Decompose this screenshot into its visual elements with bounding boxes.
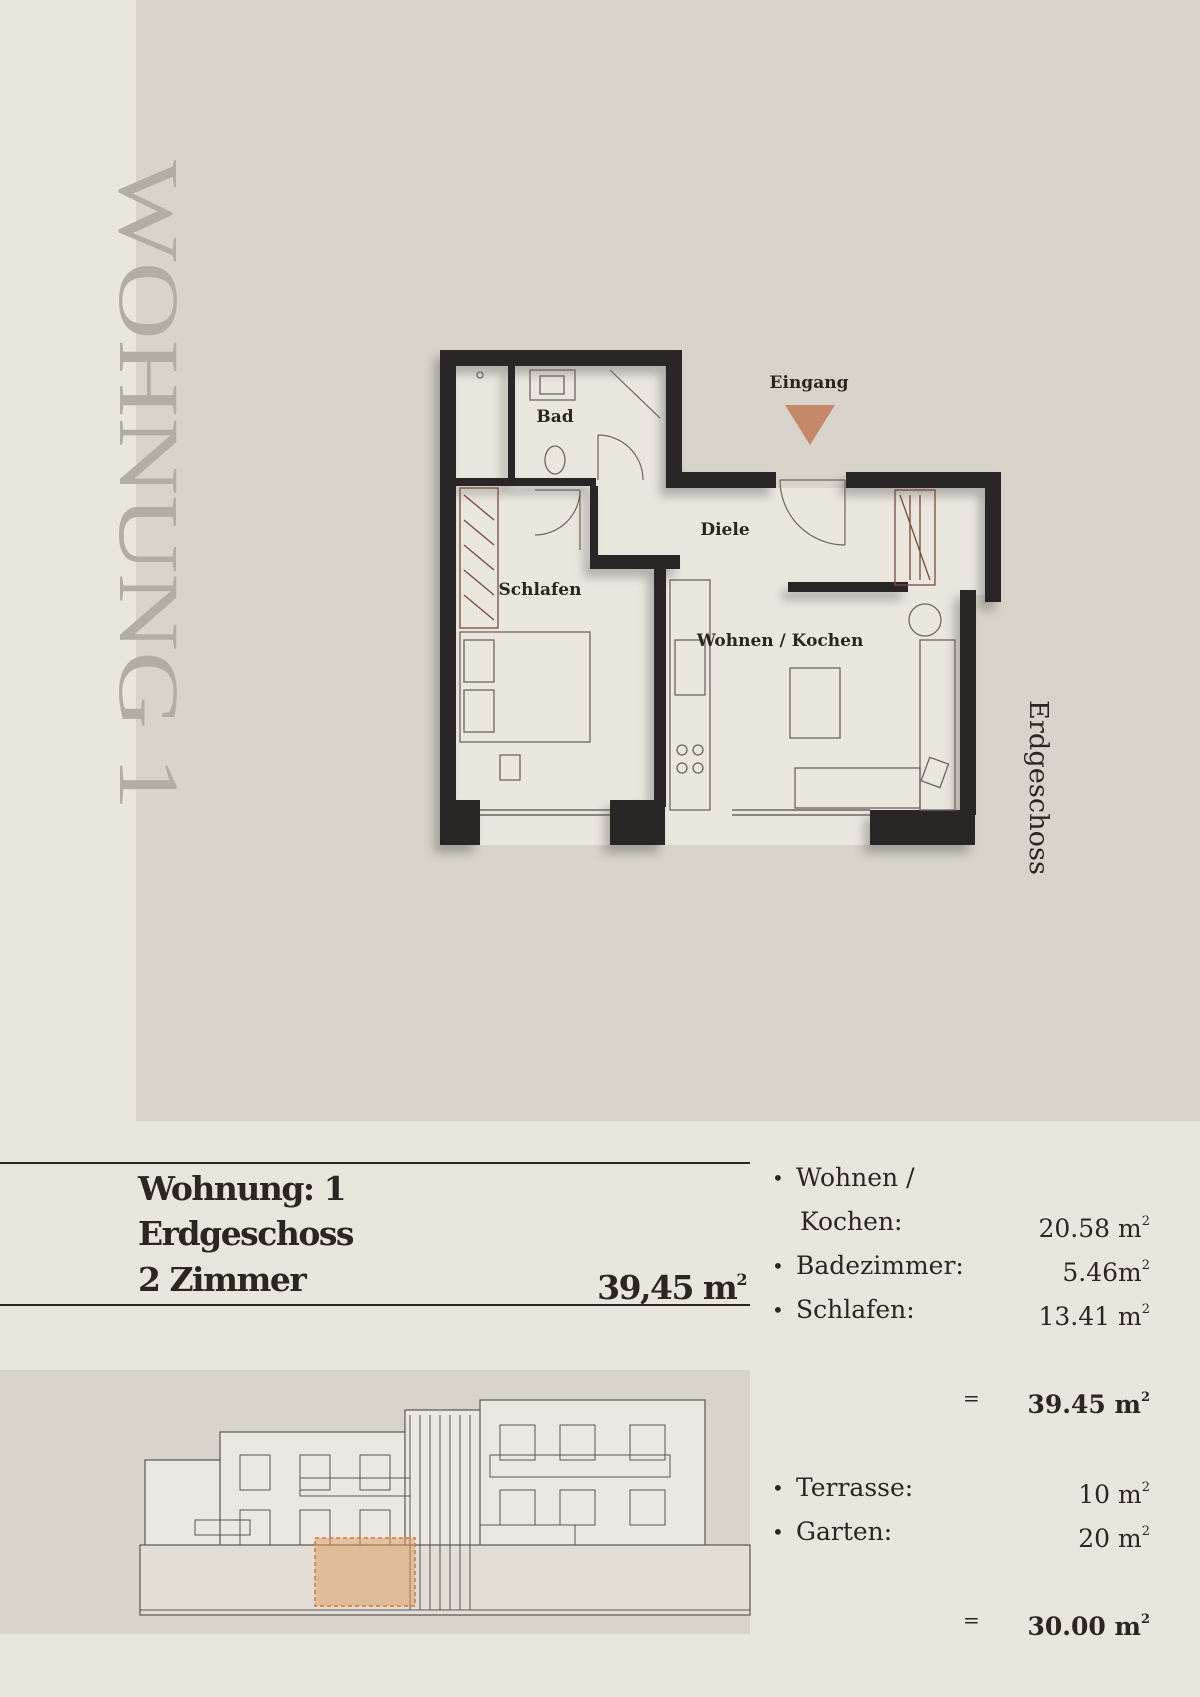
apartment-number: Wohnung: 1 bbox=[138, 1169, 346, 1208]
area-row-sum-exterior: = 30.00 $m^2$ bbox=[770, 1600, 1150, 1640]
highlighted-unit bbox=[315, 1538, 415, 1606]
area-row-garten: • Garten: 20 $m^2$ bbox=[770, 1512, 1150, 1552]
floor-label-text: Erdgeschoss bbox=[1023, 700, 1053, 868]
area-row-terrasse: • Terrasse: 10 $m^2$ bbox=[770, 1468, 1150, 1508]
room-label-diele: Diele bbox=[700, 520, 750, 540]
apartment-info bbox=[0, 1162, 750, 1306]
area-value-wohnen: 20.58 $m^2$ bbox=[1038, 1214, 1150, 1243]
area-value-schlafen: 13.41 $m^2$ bbox=[1038, 1302, 1150, 1331]
floor-label bbox=[1020, 700, 1060, 880]
entrance-arrow bbox=[785, 405, 835, 445]
room-label-bad: Bad bbox=[536, 407, 574, 427]
area-value-terrasse: 10 $m^2$ bbox=[1078, 1480, 1150, 1509]
room-label-wohnen-kochen: Wohnen / Kochen bbox=[696, 631, 864, 651]
floor-area bbox=[456, 366, 985, 845]
floor-plan bbox=[440, 350, 1030, 910]
room-label-schlafen: Schlafen bbox=[498, 580, 582, 600]
area-sum-exterior: 30.00 $m^2$ bbox=[1027, 1612, 1150, 1641]
area-row-sum-interior: = 39.45 $m^2$ bbox=[770, 1378, 1150, 1418]
building-illustration bbox=[0, 1370, 750, 1634]
area-row-wohnen: • Wohnen / bbox=[772, 1163, 915, 1192]
area-value-bad: $5.46m^2$ bbox=[1062, 1258, 1150, 1287]
area-row-bad: • Badezimmer: $5.46m^2$ bbox=[770, 1246, 1150, 1286]
side-title-text: WOHNUNG 1 bbox=[101, 160, 197, 679]
area-sum-interior: 39.45 $m^2$ bbox=[1027, 1390, 1150, 1419]
area-value-garten: 20 $m^2$ bbox=[1078, 1524, 1150, 1553]
side-title bbox=[100, 160, 197, 820]
area-row-kochen: Kochen: 20.58 $m^2$ bbox=[770, 1202, 1150, 1242]
area-row-schlafen: • Schlafen: 13.41 $m^2$ bbox=[770, 1290, 1150, 1330]
entrance-label: Eingang bbox=[769, 373, 849, 393]
apartment-total-area: 39,45 $m^2$ bbox=[597, 1268, 746, 1307]
apartment-rooms: 2 Zimmer bbox=[138, 1260, 306, 1299]
apartment-floor: Erdgeschoss bbox=[138, 1214, 354, 1253]
